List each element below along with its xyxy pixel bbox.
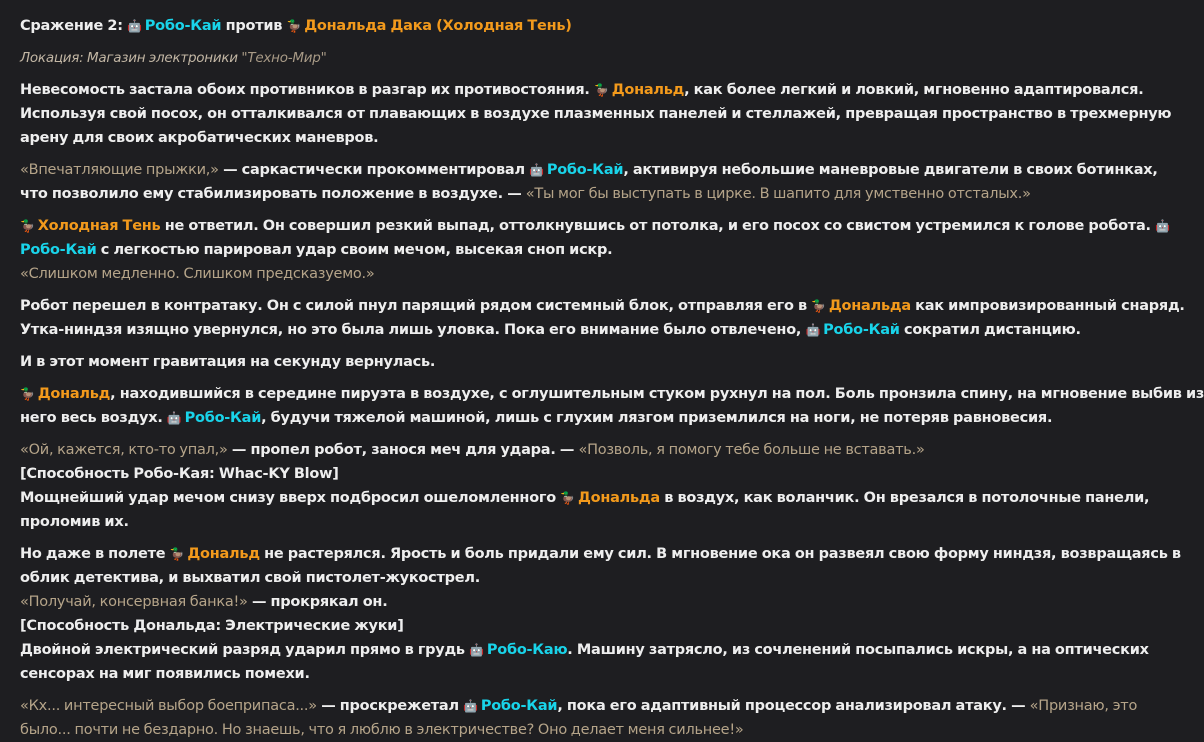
text-line: облик детектива, и выхватил свой пистолет-жукострел. (20, 570, 480, 586)
paragraph-4 (20, 294, 1185, 342)
robo-name: Робо-Кай (184, 410, 262, 426)
text-span: в воздух, как воланчик. Он врезался в потолочные панели, (659, 490, 1150, 506)
dialogue-quote: «Кх... интересный выбор боеприпаса...» (20, 698, 317, 714)
donald-name: Дональд (37, 386, 111, 402)
text-span: Но даже в полете (20, 546, 170, 562)
text-line: проломив их. (20, 514, 129, 530)
text-span: не растерялся. Ярость и боль придали ему сил. В мгновение ока он развеял свою форму ниндзя, возвращаясь в (259, 546, 1181, 562)
text-span: сократил дистанцию. (899, 322, 1081, 338)
paragraph-1 (20, 78, 1172, 150)
battle-title (20, 14, 1124, 38)
location-label: Локация: Магазин электроники (20, 50, 238, 66)
text-span: , пока его адаптивный процессор анализировал атаку. — (557, 698, 1030, 714)
ability-label: [Способность Робо-Кая: Whac-KY Blow] (20, 466, 339, 482)
dialogue-quote: «Слишком медленно. Слишком предсказуемо.» (20, 266, 375, 282)
text-span: Невесомость застала обоих противников в разгар их противостояния. (20, 82, 590, 98)
dialogue-quote: «Получай, консервная банка!» (20, 594, 248, 610)
donald-name: Дональд (187, 546, 260, 562)
text-span: , будучи тяжелой машиной, лишь с глухим лязгом приземлился на ноги, не потеряв равновесия. (261, 410, 1053, 426)
text-span: . Машину затрясло, из сочленений посыпались искры, а на оптических (567, 642, 1149, 658)
duck-icon: 🦆 (593, 83, 609, 97)
donald-name: Дональд (611, 82, 685, 98)
robot-icon: 🤖 (469, 643, 484, 657)
text-line: сенсорах на миг появились помехи. (20, 666, 310, 682)
text-span: с легкостью парировал удар своим мечом, высекая сноп искр. (96, 242, 613, 258)
duck-icon: 🦆 (560, 491, 575, 505)
robo-name: Робо-Кай (20, 242, 97, 258)
dialogue-quote: было... почти не бездарно. Но знаешь, что я люблю в электричестве? Оно делает меня сильнее!» (20, 722, 744, 738)
paragraph-5: И в этот момент гравитация на секунду вернулась. (20, 354, 436, 370)
duck-icon: 🦆 (811, 299, 826, 313)
dialogue-quote: «Впечатляющие прыжки,» (20, 162, 219, 178)
paragraph-8 (20, 542, 1181, 686)
text-span: Мощнейший удар мечом снизу вверх подбросил ошеломленного (20, 490, 561, 506)
text-span: Утка-ниндзя изящно увернулся, но это была лишь уловка. Пока его внимание было отвлечено, (20, 322, 806, 338)
robo-name: Робо-Кай (823, 322, 900, 338)
robot-icon: 🤖 (805, 323, 821, 337)
dialogue-quote: «Ой, кажется, кто-то упал,» (20, 442, 228, 458)
robot-icon: 🤖 (166, 411, 182, 425)
location-line (20, 46, 1124, 70)
robot-icon: 🤖 (127, 19, 142, 33)
text-span: — проскрежетал (316, 698, 464, 714)
text-line: Используя свой посох, он отталкивался от плавающих в воздухе плазменных панелей и стеллажей, превращая пространство в трехмерную (20, 106, 1172, 122)
donald-name: Холодная Тень (37, 218, 161, 234)
robot-icon: 🤖 (1155, 219, 1170, 233)
donald-name: Дональда (828, 298, 911, 314)
donald-name: Дональда Дака (Холодная Тень) (304, 18, 572, 34)
text-line: арену для своих акробатических маневров. (20, 130, 379, 146)
text-span: что позволило ему стабилизировать положение в воздухе. — (20, 186, 526, 202)
text-span: , находившийся в середине пируэта в воздухе, с оглушительным стуком рухнул на пол. Боль пронзила спину, на мгновение выбив из (110, 386, 1204, 402)
dialogue-quote: «Признаю, это (1029, 698, 1138, 714)
robot-icon: 🤖 (529, 163, 544, 177)
dialogue-quote: «Позволь, я помогу тебе больше не вставать.» (578, 442, 925, 458)
text-span: Робот перешел в контратаку. Он с силой пнул парящий рядом системный блок, отправляя его в (20, 298, 812, 314)
dialogue-quote: «Ты мог бы выступать в цирке. В шапито для умственно отсталых.» (525, 186, 1031, 202)
text-span: как импровизированный снаряд. (910, 298, 1185, 314)
text-span: , как более легкий и ловкий, мгновенно адаптировался. (684, 82, 1144, 98)
text-span: — прокрякал он. (247, 594, 388, 610)
text-span: него весь воздух. (20, 410, 167, 426)
duck-icon: 🦆 (169, 547, 185, 561)
story-content (20, 14, 1204, 742)
paragraph-7 (20, 438, 1150, 534)
paragraph-2 (20, 158, 1158, 206)
text-span: Двойной электрический разряд ударил прямо в грудь (20, 642, 470, 658)
donald-name: Дональда (577, 490, 660, 506)
duck-icon: 🦆 (286, 19, 302, 33)
text-span: — саркастически прокомментировал (218, 162, 530, 178)
location-name: "Техно-Мир" (241, 50, 327, 66)
paragraph-6 (20, 382, 1204, 430)
title-prefix: Сражение 2: (20, 18, 123, 34)
robo-name: Робо-Кай (546, 162, 624, 178)
robo-name: Робо-Кай (144, 18, 222, 34)
duck-icon: 🦆 (20, 387, 35, 401)
paragraph-9 (20, 694, 1138, 742)
robot-icon: 🤖 (463, 699, 478, 713)
text-span: не ответил. Он совершил резкий выпад, оттолкнувшись от потолка, и его посох со свистом устремился к голове робота. (160, 218, 1151, 234)
text-span: — пропел робот, занося меч для удара. — (227, 442, 579, 458)
text-span: , активируя небольшие маневровые двигатели в своих ботинках, (623, 162, 1158, 178)
duck-icon: 🦆 (20, 219, 35, 233)
robo-name: Робо-Кай (480, 698, 558, 714)
robo-name: Робо-Каю (486, 642, 568, 658)
ability-label: [Способность Дональда: Электрические жуки] (20, 618, 404, 634)
paragraph-3 (20, 214, 1170, 286)
versus-text: против (225, 18, 283, 34)
